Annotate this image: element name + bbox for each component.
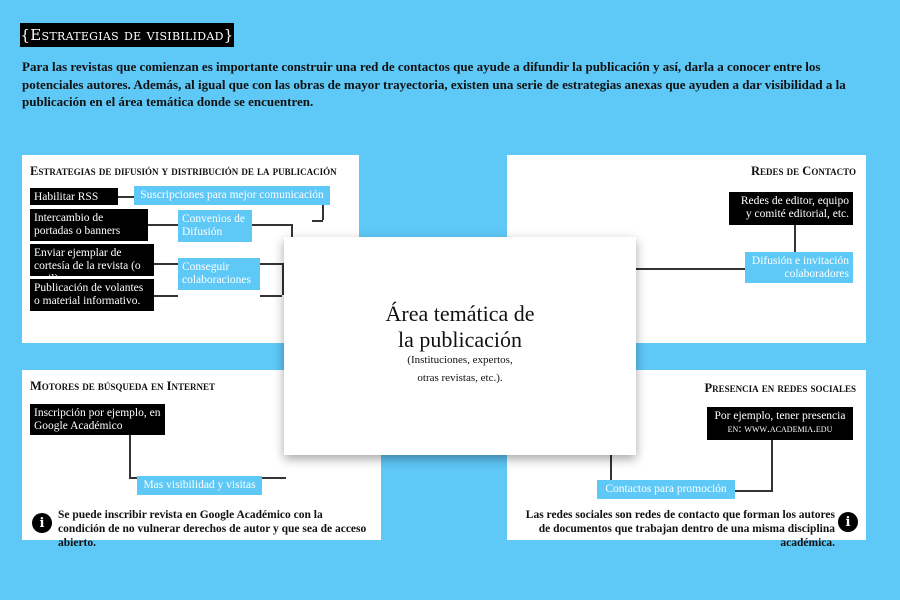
connector-line	[129, 477, 137, 479]
result-suscripciones: Suscripciones para mejor comunicación	[134, 186, 330, 205]
info-icon: i	[838, 512, 858, 532]
panel-difusion-title: Estrategias de difusión y distribución de la publicación	[30, 164, 337, 178]
center-title-line1: Área temática de	[385, 301, 535, 326]
action-redes-editor: Redes de editor, equipo y comité editorial, etc.	[729, 192, 853, 225]
connector-line	[260, 295, 282, 297]
page-title: {Estrategias de visibilidad}	[20, 23, 234, 47]
action-presencia-academia	[707, 407, 853, 440]
center-subtitle	[284, 351, 636, 387]
result-contactos-promocion: Contactos para promoción	[597, 480, 735, 499]
center-subtitle-line2: otras revistas, etc.).	[417, 372, 503, 385]
result-colaboraciones: Conseguir colaboraciones	[178, 258, 260, 290]
result-mas-visibilidad: Mas visibilidad y visitas	[137, 476, 262, 495]
action-publicacion-volantes: Publicación de volantes o material informativo.	[30, 279, 154, 311]
action-intercambio-portadas: Intercambio de portadas o banners	[30, 209, 148, 241]
action-inscripcion-google: Inscripción por ejemplo, en Google Académico	[30, 404, 165, 435]
panel-motores-title: Motores de búsqueda en Internet	[30, 379, 216, 393]
result-difusion-invitacion: Difusión e invitación colaboradores	[745, 252, 853, 283]
connector-line	[154, 295, 178, 297]
intro-paragraph: Para las revistas que comienzan es importante construir una red de contactos que ayude a difundir la publicación y así, darla a conocer entre los potenciales autores. Además, al igual que con las obras de mayor trayectoria, existen una serie de estrategias anexas que ayuden a dar visibilidad a la publicación en el área temática donde se encuentren.	[22, 59, 846, 110]
center-title-line2: la publicación	[397, 327, 522, 353]
connector-line	[635, 268, 745, 270]
connector-line	[312, 220, 323, 222]
connector-line	[154, 263, 178, 265]
connector-line	[262, 477, 286, 479]
connector-line	[291, 224, 293, 238]
center-card	[284, 237, 636, 455]
action-enviar-ejemplar: Enviar ejemplar de cortesía de la revista (o	[30, 244, 154, 276]
connector-line	[129, 434, 131, 477]
connector-line	[794, 225, 796, 255]
center-title	[284, 301, 636, 354]
connector-line	[252, 224, 291, 226]
note-google-academico: Se puede inscribir revista en Google Académico con la condición de no vulnerar derechos de autor y que sea de acceso abierto.	[58, 509, 367, 549]
panel-contacto-title: Redes de Contacto	[751, 164, 856, 178]
connector-line	[771, 440, 773, 490]
action-presencia-line1: Por ejemplo, tener presencia	[714, 410, 846, 422]
info-icon: i	[32, 513, 52, 533]
result-convenios: Convenios de Difusión	[178, 210, 252, 242]
connector-line	[148, 224, 178, 226]
connector-line	[735, 490, 773, 492]
connector-line	[260, 263, 282, 265]
action-presencia-line2: en: www.academia.edu	[727, 423, 833, 436]
panel-sociales-title: Presencia en redes sociales	[704, 381, 856, 395]
action-habilitar-rss: Habilitar RSS	[30, 188, 118, 205]
center-subtitle-line1: (Instituciones, expertos,	[407, 354, 513, 366]
note-redes-sociales: Las redes sociales son redes de contacto que forman los autores de documentos que trabajan dentro de una misma disciplina académica.	[525, 509, 835, 549]
